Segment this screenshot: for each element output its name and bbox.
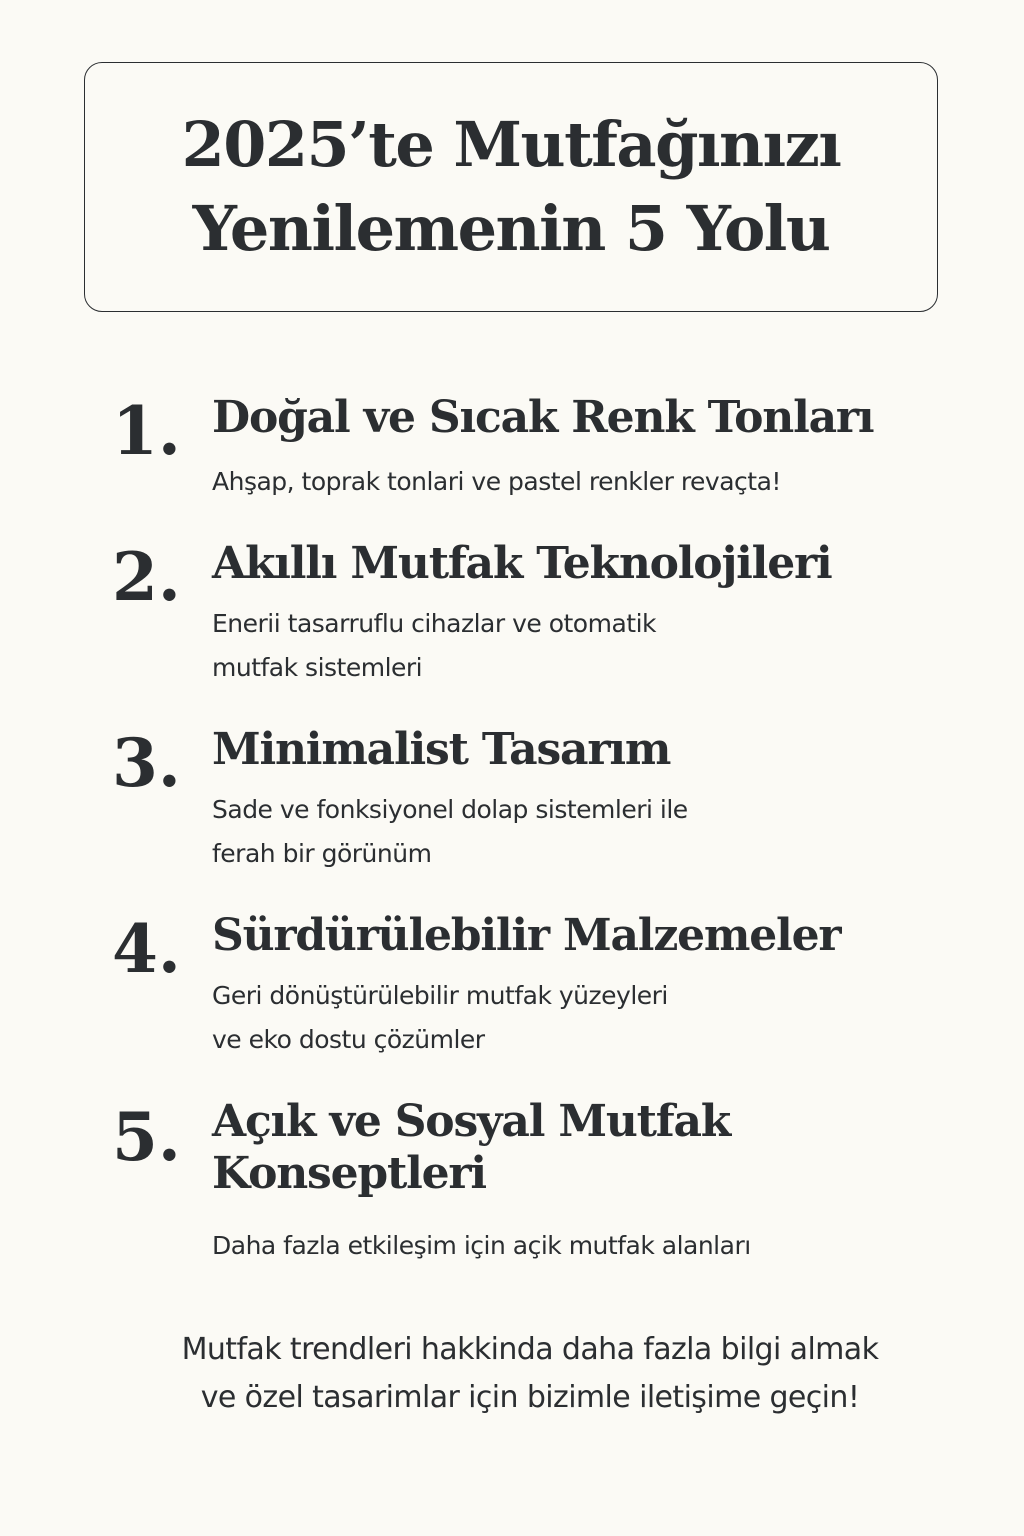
item-number: 3.	[112, 724, 181, 802]
item-heading-line: Açık ve Sosyal Mutfak	[212, 1096, 731, 1147]
item-heading: Minimalist Tasarım	[212, 724, 671, 775]
footer-line-2: ve özel tasarimlar için bizimle iletişime geçin!	[200, 1380, 860, 1415]
item-number: 1.	[112, 392, 181, 470]
footer-call-to-action	[0, 1326, 1024, 1422]
item-description-line: Daha fazla etkileşim için açik mutfak alanları	[212, 1231, 751, 1260]
item-number: 4.	[112, 910, 181, 988]
item-number: 2.	[112, 538, 181, 616]
item-description-line: Geri dönüştürülebilir mutfak yüzeyleri	[212, 981, 668, 1010]
item-heading-line: Konseptleri	[212, 1148, 486, 1199]
item-description	[212, 602, 656, 690]
item-heading	[212, 1096, 730, 1200]
item-description	[212, 788, 688, 876]
item-description	[212, 460, 781, 504]
item-description-line: Ahşap, toprak tonlari ve pastel renkler revaçta!	[212, 467, 781, 496]
page-title-line-2: Yenilemenin 5 Yolu	[192, 192, 830, 265]
page-title-line-1: 2025’te Mutfağınızı	[181, 108, 841, 181]
title-box	[84, 62, 938, 312]
item-description-line: ve eko dostu çözümler	[212, 1025, 485, 1054]
item-description-line: mutfak sistemleri	[212, 653, 423, 682]
item-heading: Doğal ve Sıcak Renk Tonları	[212, 392, 874, 443]
item-heading: Akıllı Mutfak Teknolojileri	[212, 538, 832, 589]
item-heading: Sürdürülebilir Malzemeler	[212, 910, 841, 961]
footer-line-1: Mutfak trendleri hakkinda daha fazla bilgi almak	[181, 1332, 879, 1367]
item-number: 5.	[112, 1098, 181, 1176]
item-description	[212, 974, 668, 1062]
item-description-line: ferah bir görünüm	[212, 839, 432, 868]
item-description-line: Sade ve fonksiyonel dolap sistemleri ile	[212, 795, 688, 824]
item-description-line: Enerii tasarruflu cihazlar ve otomatik	[212, 609, 656, 638]
item-description	[212, 1224, 751, 1268]
